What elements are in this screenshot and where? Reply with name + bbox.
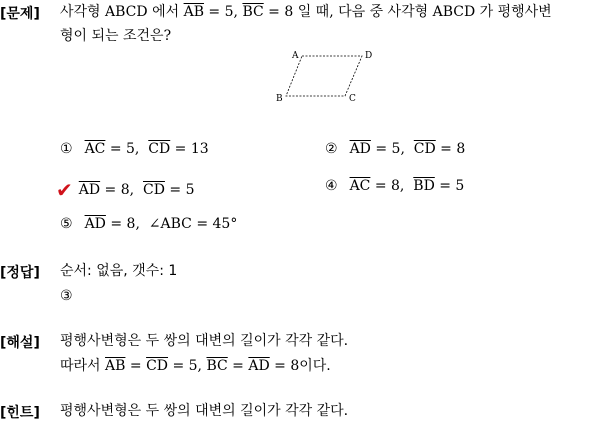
answer-tag: [정답] — [0, 265, 40, 281]
option-text-part: = 13 — [170, 141, 209, 157]
answer-line-2: ③ — [60, 288, 73, 304]
exp-segment-cd: $\overline{CD}$ — [146, 358, 169, 374]
option-text-part: = 8 — [435, 141, 466, 157]
vertex-label-d: D — [365, 51, 373, 61]
segment-ab: $\overline{AB}$ — [183, 4, 204, 20]
exp-eq-b: = 5, — [168, 358, 207, 374]
explanation-line-1: 평행사변형은 두 쌍의 대변의 길이가 각각 같다. — [60, 333, 349, 349]
option-text-part: = 5 — [164, 182, 195, 198]
problem-eq-2: = 8 일 때, 다음 중 사각형 ABCD 가 평행사변 — [263, 4, 552, 20]
segment-label: $\overline{AC}$ — [84, 141, 106, 157]
option-2[interactable] — [325, 141, 465, 157]
explanation-tag: [해설] — [0, 335, 40, 351]
segment-label: $\overline{CD}$ — [143, 182, 165, 198]
answer-line-1: 순서: 없음, 갯수: 1 — [60, 263, 178, 279]
exp-segment-ab: $\overline{AB}$ — [105, 358, 126, 374]
problem-line-1 — [60, 3, 552, 21]
option-text — [79, 182, 195, 198]
vertex-label-c: C — [349, 94, 356, 104]
option-text-part: = 8, — [370, 178, 414, 194]
exp-eq-c: = — [227, 358, 249, 374]
segment-label: $\overline{AD}$ — [78, 182, 101, 198]
option-text-part: = 5, — [105, 141, 149, 157]
hint-line-1: 평행사변형은 두 쌍의 대변의 길이가 각각 같다. — [60, 403, 349, 419]
vertex-label-b: B — [276, 94, 283, 104]
segment-label: $\overline{CD}$ — [413, 141, 436, 157]
option-text — [350, 178, 465, 194]
option-text — [85, 141, 209, 157]
option-5[interactable] — [60, 216, 237, 232]
segment-label: $\overline{CD}$ — [148, 141, 171, 157]
parallelogram-shape — [286, 56, 362, 96]
option-text-part: = 8, ∠ABC = 45° — [105, 216, 238, 232]
hint-tag: [힌트] — [0, 405, 40, 421]
segment-bc: $\overline{BC}$ — [242, 4, 264, 20]
option-number: ② — [325, 141, 338, 157]
problem-text-pre: 사각형 ABCD 에서 — [60, 4, 184, 20]
option-text-part: = 5, — [370, 141, 414, 157]
option-text-part: = 8, — [100, 182, 143, 198]
problem-line-2: 형이 되는 조건은? — [60, 28, 172, 44]
option-number: ④ — [325, 178, 338, 194]
exp-segment-bc: $\overline{BC}$ — [206, 358, 228, 374]
option-text — [85, 216, 238, 232]
option-4[interactable] — [325, 178, 464, 194]
problem-tag: [문제] — [0, 6, 40, 22]
option-1[interactable] — [60, 141, 209, 157]
option-number: ⑤ — [60, 216, 73, 232]
exp-eq-a: = — [125, 358, 147, 374]
exp-eq-d: = 8이다. — [269, 358, 331, 374]
explanation-line-2 — [60, 357, 331, 375]
check-mark-icon: ✔ — [56, 178, 73, 202]
segment-label: $\overline{BD}$ — [413, 178, 435, 194]
problem-eq-1: = 5, — [203, 4, 243, 20]
option-number: ① — [60, 141, 73, 157]
segment-label: $\overline{AD}$ — [84, 216, 106, 232]
exp-segment-ad: $\overline{AD}$ — [248, 358, 270, 374]
option-text — [350, 141, 466, 157]
option-text-part: = 5 — [434, 178, 465, 194]
explanation-pre: 따라서 — [60, 358, 106, 374]
option-3[interactable] — [56, 178, 195, 202]
vertex-label-a: A — [292, 51, 299, 61]
parallelogram-figure — [270, 40, 380, 110]
segment-label: $\overline{AD}$ — [349, 141, 371, 157]
segment-label: $\overline{AC}$ — [349, 178, 371, 194]
